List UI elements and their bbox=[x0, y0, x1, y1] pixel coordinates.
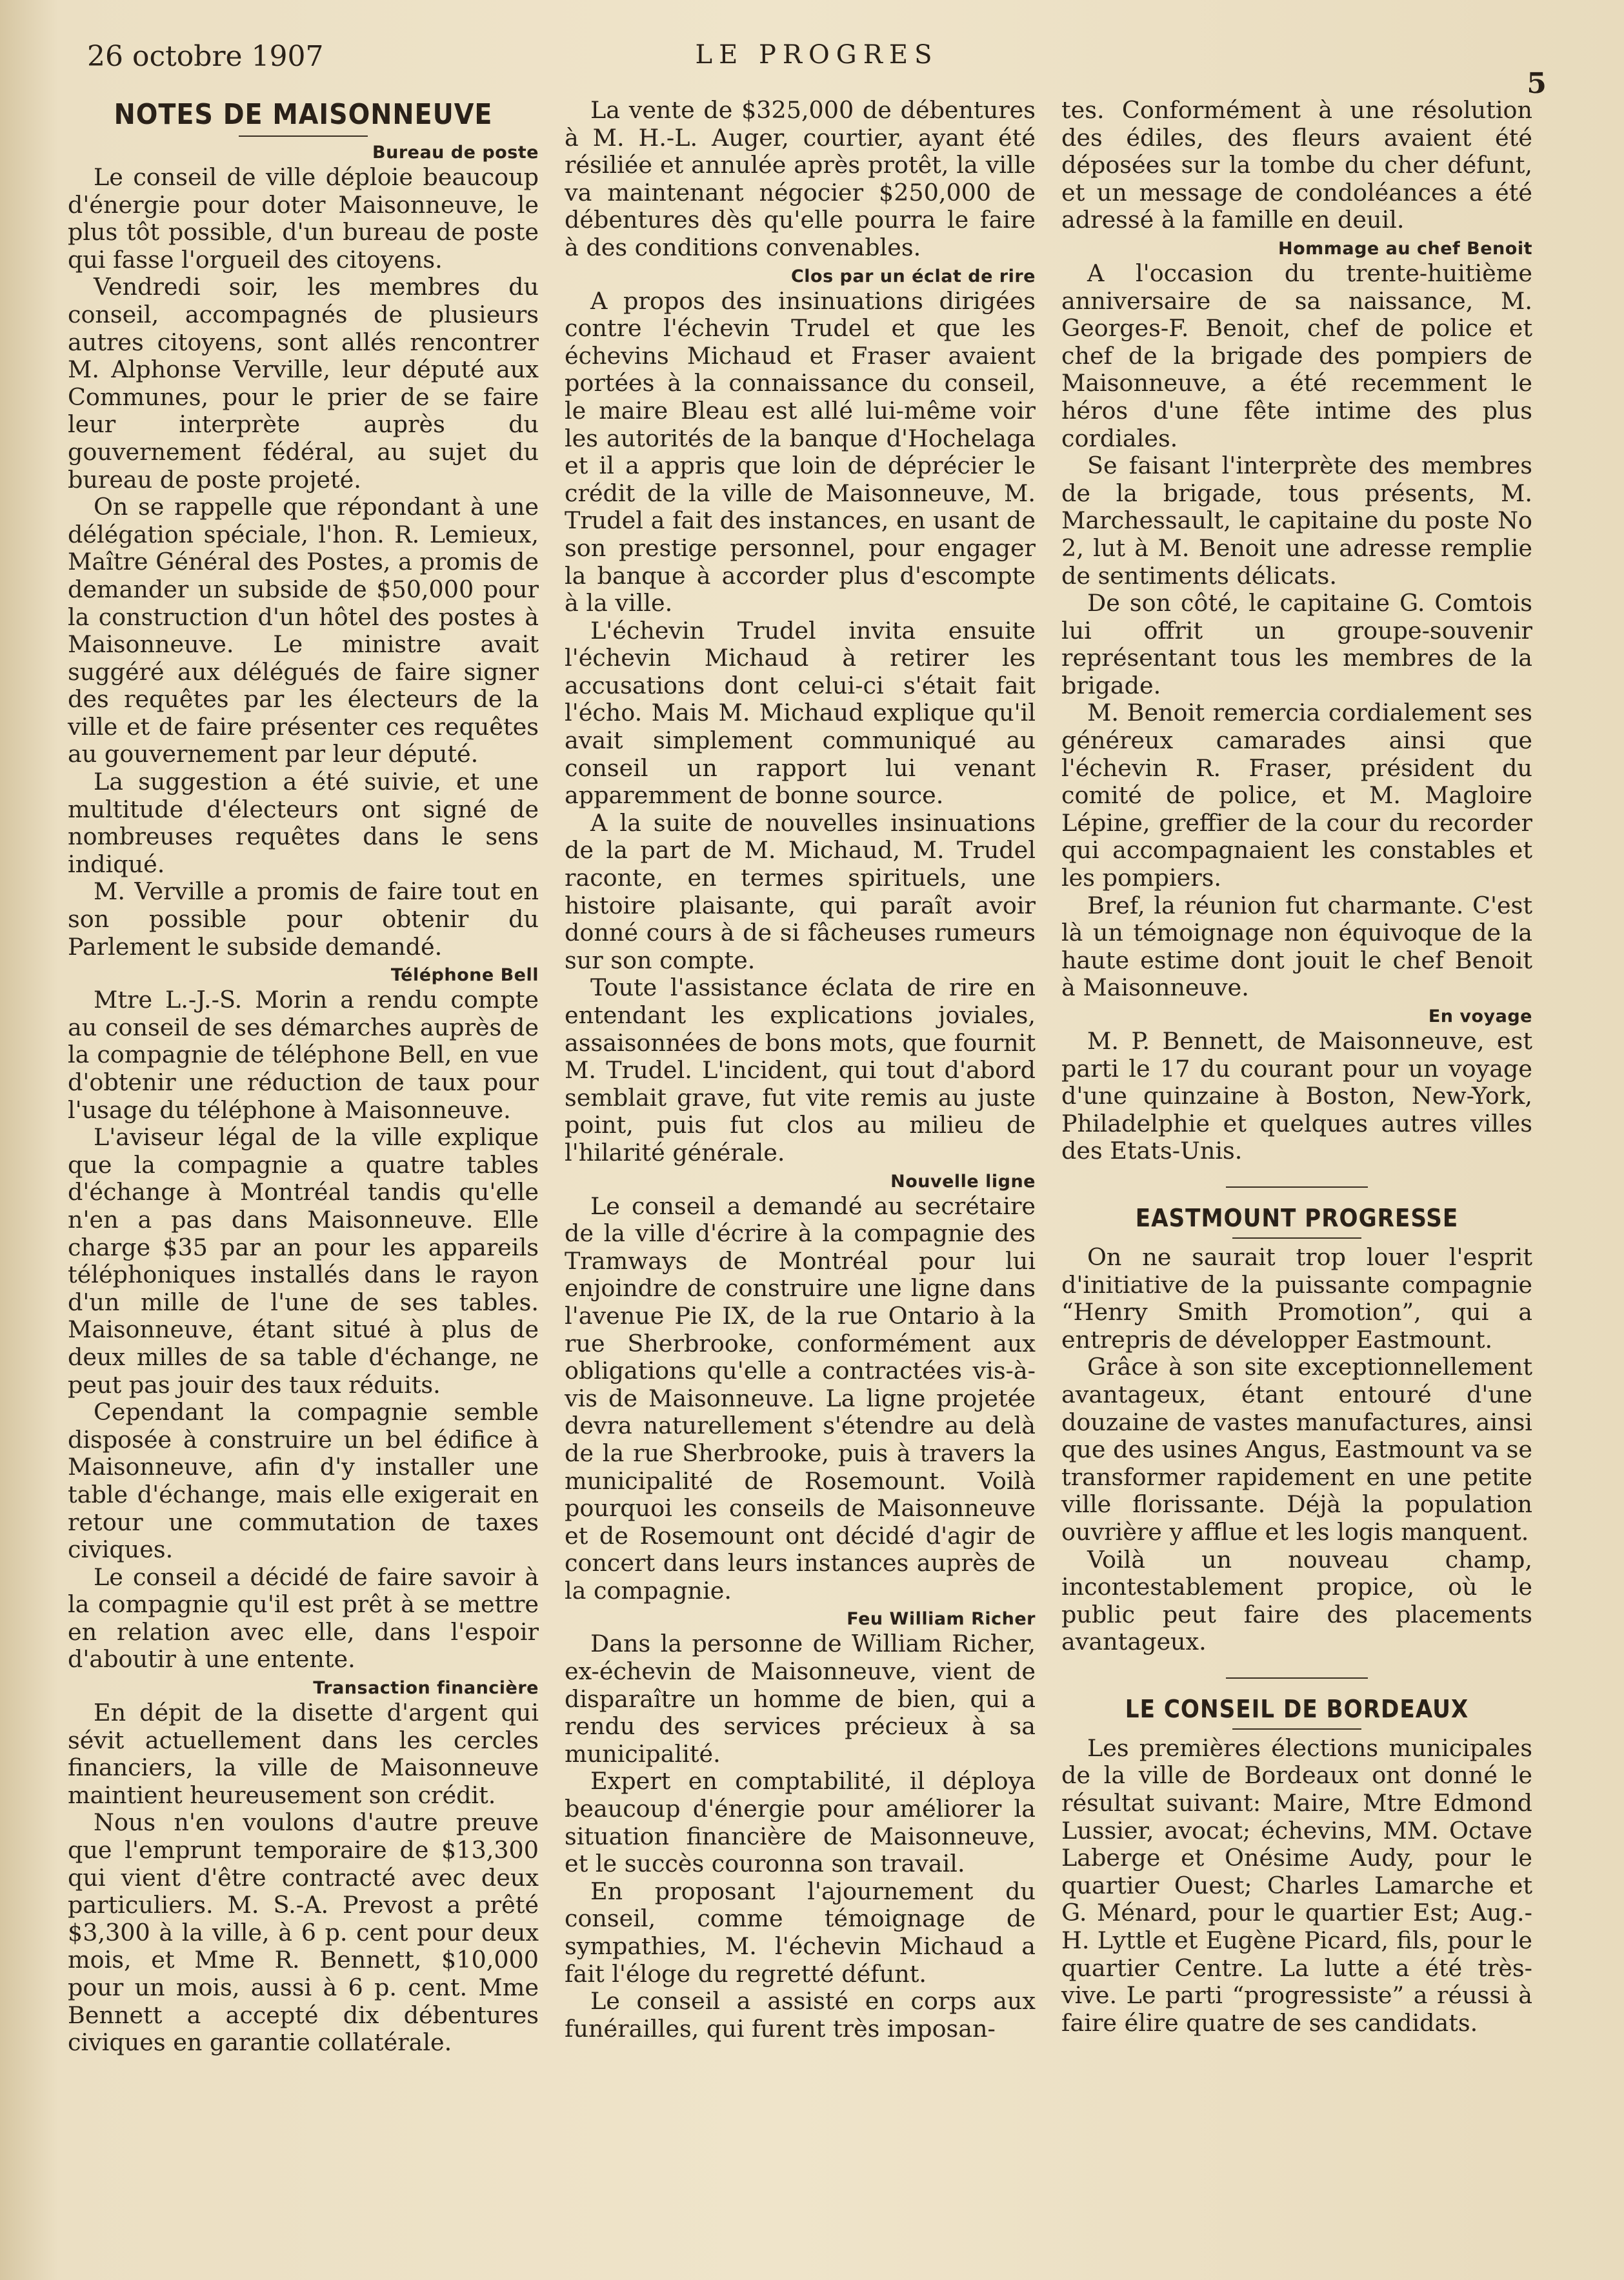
subhead-feu-william-richer: Feu William Richer bbox=[847, 1609, 1036, 1630]
paragraph: Se faisant l'interprète des membres de la brigade, tous présents, M. Marchessault, le capitaine du poste No 2, lut à M. Benoit une adresse remplie de sentiments délicats. bbox=[1061, 452, 1532, 590]
column-2 bbox=[565, 97, 1036, 2043]
paragraph: En dépit de la disette d'argent qui sévit actuellement dans les cercles financiers, la ville de Maisonneuve maintient heureusement son crédit. bbox=[68, 1699, 539, 1809]
paragraph: M. Verville a promis de faire tout en son possible pour obtenir du Parlement le subside demandé. bbox=[68, 877, 539, 961]
paragraph: Nous n'en voulons d'autre preuve que l'emprunt temporaire de $13,300 qui vient d'être contracté avec deux particuliers. M. S.-A. Prevost a prêté $3,300 à la ville, à 6 p. cent pour deux mois, et Mme R. Bennett, $10,000 pour un mois, aussi à 6 p. cent. Mme Bennett a accepté dix débentures civiques en garantie collatérale. bbox=[68, 1808, 539, 2057]
page-number: 5 bbox=[1527, 67, 1547, 100]
paragraph: On se rappelle que répondant à une délégation spéciale, l'hon. R. Lemieux, Maître Général des Postes, a promis de demander un subside de $50,000 pour la construction d'un hôtel des postes à Maisonneuve. Le ministre avait suggéré aux délégués de faire signer des requêtes par les électeurs de la ville et de faire présenter ces requêtes au gouvernement par leur député. bbox=[68, 493, 539, 768]
ornamental-divider bbox=[1061, 1177, 1532, 1196]
ornamental-divider bbox=[1061, 1668, 1532, 1687]
subhead-bureau-de-poste: Bureau de poste bbox=[372, 143, 539, 163]
paragraph: Le conseil a assisté en corps aux funérailles, qui furent très imposan- bbox=[565, 1987, 1036, 2043]
paragraph: Le conseil de ville déploie beaucoup d'énergie pour doter Maisonneuve, le plus tôt possible, d'un bureau de poste qui fasse l'orgueil des citoyens. bbox=[68, 163, 539, 274]
paragraph: Le conseil a décidé de faire savoir à la compagnie qu'il est prêt à se mettre en relation avec elle, dans l'espoir d'aboutir à une entente. bbox=[68, 1563, 539, 1674]
masthead: LE PROGRES bbox=[695, 40, 939, 70]
column-1 bbox=[68, 97, 539, 2057]
paragraph: Le conseil a demandé au secrétaire de la ville d'écrire à la compagnie des Tramways de Montréal pour lui enjoindre de construire une ligne dans l'avenue Pie IX, de la rue Ontario à la rue Sherbrooke, conformément aux obligations qu'elle a contractées vis-à-vis de Maisonneuve. La ligne projetée devra naturellement s'étendre au delà de la rue Sherbrooke, puis à travers la municipalité de Rosemount. Voilà pourquoi les conseils de Maisonneuve et de Rosemount ont décidé d'agir de concert dans leurs instances auprès de la compagnie. bbox=[565, 1192, 1036, 1605]
article-title-notes-de-maisonneuve: NOTES DE MAISONNEUVE bbox=[114, 98, 493, 131]
subhead-telephone-bell: Téléphone Bell bbox=[390, 965, 539, 986]
column-3 bbox=[1061, 97, 1532, 2037]
paragraph: On ne saurait trop louer l'esprit d'initiative de la puissante compagnie “Henry Smith Promotion”, qui a entrepris de développer Eastmount. bbox=[1061, 1243, 1532, 1354]
subhead-nouvelle-ligne: Nouvelle ligne bbox=[890, 1171, 1036, 1192]
paragraph: La suggestion a été suivie, et une multitude d'électeurs ont signé de nombreuses requêtes dans le sens indiqué. bbox=[68, 768, 539, 878]
article-title-eastmount-progresse: EASTMOUNT PROGRESSE bbox=[1135, 1203, 1459, 1232]
article-title-le-conseil-de-bordeaux: LE CONSEIL DE BORDEAUX bbox=[1125, 1694, 1469, 1723]
paragraph: Bref, la réunion fut charmante. C'est là un témoignage non équivoque de la haute estime dont jouit le chef Benoit à Maisonneuve. bbox=[1061, 891, 1532, 1002]
paragraph: A l'occasion du trente-huitième anniversaire de sa naissance, M. Georges-F. Benoit, chef de police et chef de la brigade des pompiers de Maisonneuve, a été recemment le héros d'une fête intime des plus cordiales. bbox=[1061, 259, 1532, 452]
paragraph: Vendredi soir, les membres du conseil, accompagnés de plusieurs autres citoyens, sont allés rencontrer M. Alphonse Verville, leur député aux Communes, pour le prier de se faire leur interprète auprès du gouvernement fédéral, au sujet du bureau de poste projeté. bbox=[68, 273, 539, 494]
paragraph: M. Benoit remercia cordialement ses généreux camarades ainsi que l'échevin R. Fraser, président du comité de police, et M. Magloire Lépine, greffier de la cour du recorder qui accompagnaient les constables et les pompiers. bbox=[1061, 699, 1532, 892]
page-header bbox=[87, 40, 1547, 100]
paragraph: Toute l'assistance éclata de rire en entendant les explications joviales, assaisonnées de bons mots, que fournit M. Trudel. L'incident, qui tout d'abord semblait grave, fut vite remis au juste point, puis fut clos au milieu de l'hilarité générale. bbox=[565, 974, 1036, 1166]
paragraph: Cependant la compagnie semble disposée à construire un bel édifice à Maisonneuve, afin d'y installer une table d'échange, mais elle exigerait en retour une commutation de taxes civiques. bbox=[68, 1398, 539, 1564]
paragraph: A la suite de nouvelles insinuations de la part de M. Michaud, M. Trudel raconte, en termes spirituels, une histoire plaisante, qui paraît avoir donné cours à de si fâcheuses rumeurs sur son compte. bbox=[565, 808, 1036, 974]
title-rule bbox=[1232, 1237, 1361, 1239]
paragraph: Voilà un nouveau champ, incontestablement propice, où le public peut faire des placements avantageux. bbox=[1061, 1545, 1532, 1656]
paragraph: En proposant l'ajournement du conseil, comme témoignage de sympathies, M. l'échevin Michaud a fait l'éloge du regretté défunt. bbox=[565, 1877, 1036, 1988]
paragraph: Mtre L.-J.-S. Morin a rendu compte au conseil de ses démarches auprès de la compagnie de téléphone Bell, en vue d'obtenir une réduction de taux pour l'usage du téléphone à Maisonneuve. bbox=[68, 986, 539, 1124]
subhead-hommage-au-chef-benoit: Hommage au chef Benoit bbox=[1278, 238, 1532, 259]
title-rule bbox=[239, 135, 368, 137]
paragraph: tes. Conformément à une résolution des édiles, des fleurs avaient été déposées sur la tombe du cher défunt, et un message de condoléances a été adressé à la famille en deuil. bbox=[1061, 96, 1532, 234]
subhead-transaction-financiere: Transaction financière bbox=[313, 1678, 539, 1699]
paragraph: Grâce à son site exceptionnellement avantageux, étant entouré d'une douzaine de vastes manufactures, ainsi que des usines Angus, Eastmount va se transformer rapidement en une petite ville florissante. Déjà la population ouvrière y afflue et les logis manquent. bbox=[1061, 1353, 1532, 1546]
subhead-en-voyage: En voyage bbox=[1428, 1006, 1532, 1026]
paragraph: La vente de $325,000 de débentures à M. H.-L. Auger, courtier, ayant été résiliée et annulée après protêt, la ville va maintenant négocier $250,000 de débentures dès qu'elle pourra le faire à des conditions convenables. bbox=[565, 96, 1036, 261]
title-rule bbox=[1232, 1728, 1361, 1730]
paragraph: De son côté, le capitaine G. Comtois lui offrit un groupe-souvenir représentant tous les membres de la brigade. bbox=[1061, 589, 1532, 699]
subhead-clos-par-un-eclat-de-rire: Clos par un éclat de rire bbox=[790, 266, 1036, 286]
issue-date: 26 octobre 1907 bbox=[87, 40, 324, 73]
paragraph: L'aviseur légal de la ville explique que la compagnie a quatre tables d'échange à Montréal tandis qu'elle n'en a pas dans Maisonneuve. Elle charge $35 par an pour les appareils téléphoniques installés dans le rayon d'un mille de l'une de ses tables. Maisonneuve, étant situé à plus de deux milles de sa table d'échange, ne peut pas jouir des taux réduits. bbox=[68, 1123, 539, 1399]
paragraph: Dans la personne de William Richer, ex-échevin de Maisonneuve, vient de disparaître un homme de bien, qui a rendu des services précieux à sa municipalité. bbox=[565, 1630, 1036, 1768]
paragraph: Les premières élections municipales de la ville de Bordeaux ont donné le résultat suivant: Maire, Mtre Edmond Lussier, avocat; échevins, MM. Octave Laberge et Onésime Audy, pour le quartier Ouest; Charles Lamarche et G. Ménard, pour le quartier Est; Aug.-H. Lyttle et Eugène Picard, fils, pour le quartier Centre. La lutte a été très-vive. Le parti “progressiste” a réussi à faire élire quatre de ses candidats. bbox=[1061, 1734, 1532, 2037]
paragraph: L'échevin Trudel invita ensuite l'échevin Michaud à retirer les accusations dont celui-ci s'était fait l'écho. Mais M. Michaud explique qu'il avait simplement communiqué au conseil un rapport lui venant apparemment de bonne source. bbox=[565, 616, 1036, 810]
paragraph: Expert en comptabilité, il déploya beaucoup d'énergie pour améliorer la situation financière de Maisonneuve, et le succès couronna son travail. bbox=[565, 1767, 1036, 1878]
paragraph: M. P. Bennett, de Maisonneuve, est parti le 17 du courant pour un voyage d'une quinzaine à Boston, New-York, Philadelphie et quelques autres villes des Etats-Unis. bbox=[1061, 1027, 1532, 1165]
paragraph: A propos des insinuations dirigées contre l'échevin Trudel et que les échevins Michaud et Fraser avaient portées à la connaissance du conseil, le maire Bleau est allé lui-même voir les autorités de la banque d'Hochelaga et il a appris que loin de déprécier le crédit de la ville de Maisonneuve, M. Trudel a fait des instances, en usant de son prestige personnel, pour engager la banque à accorder plus d'escompte à la ville. bbox=[565, 286, 1036, 617]
